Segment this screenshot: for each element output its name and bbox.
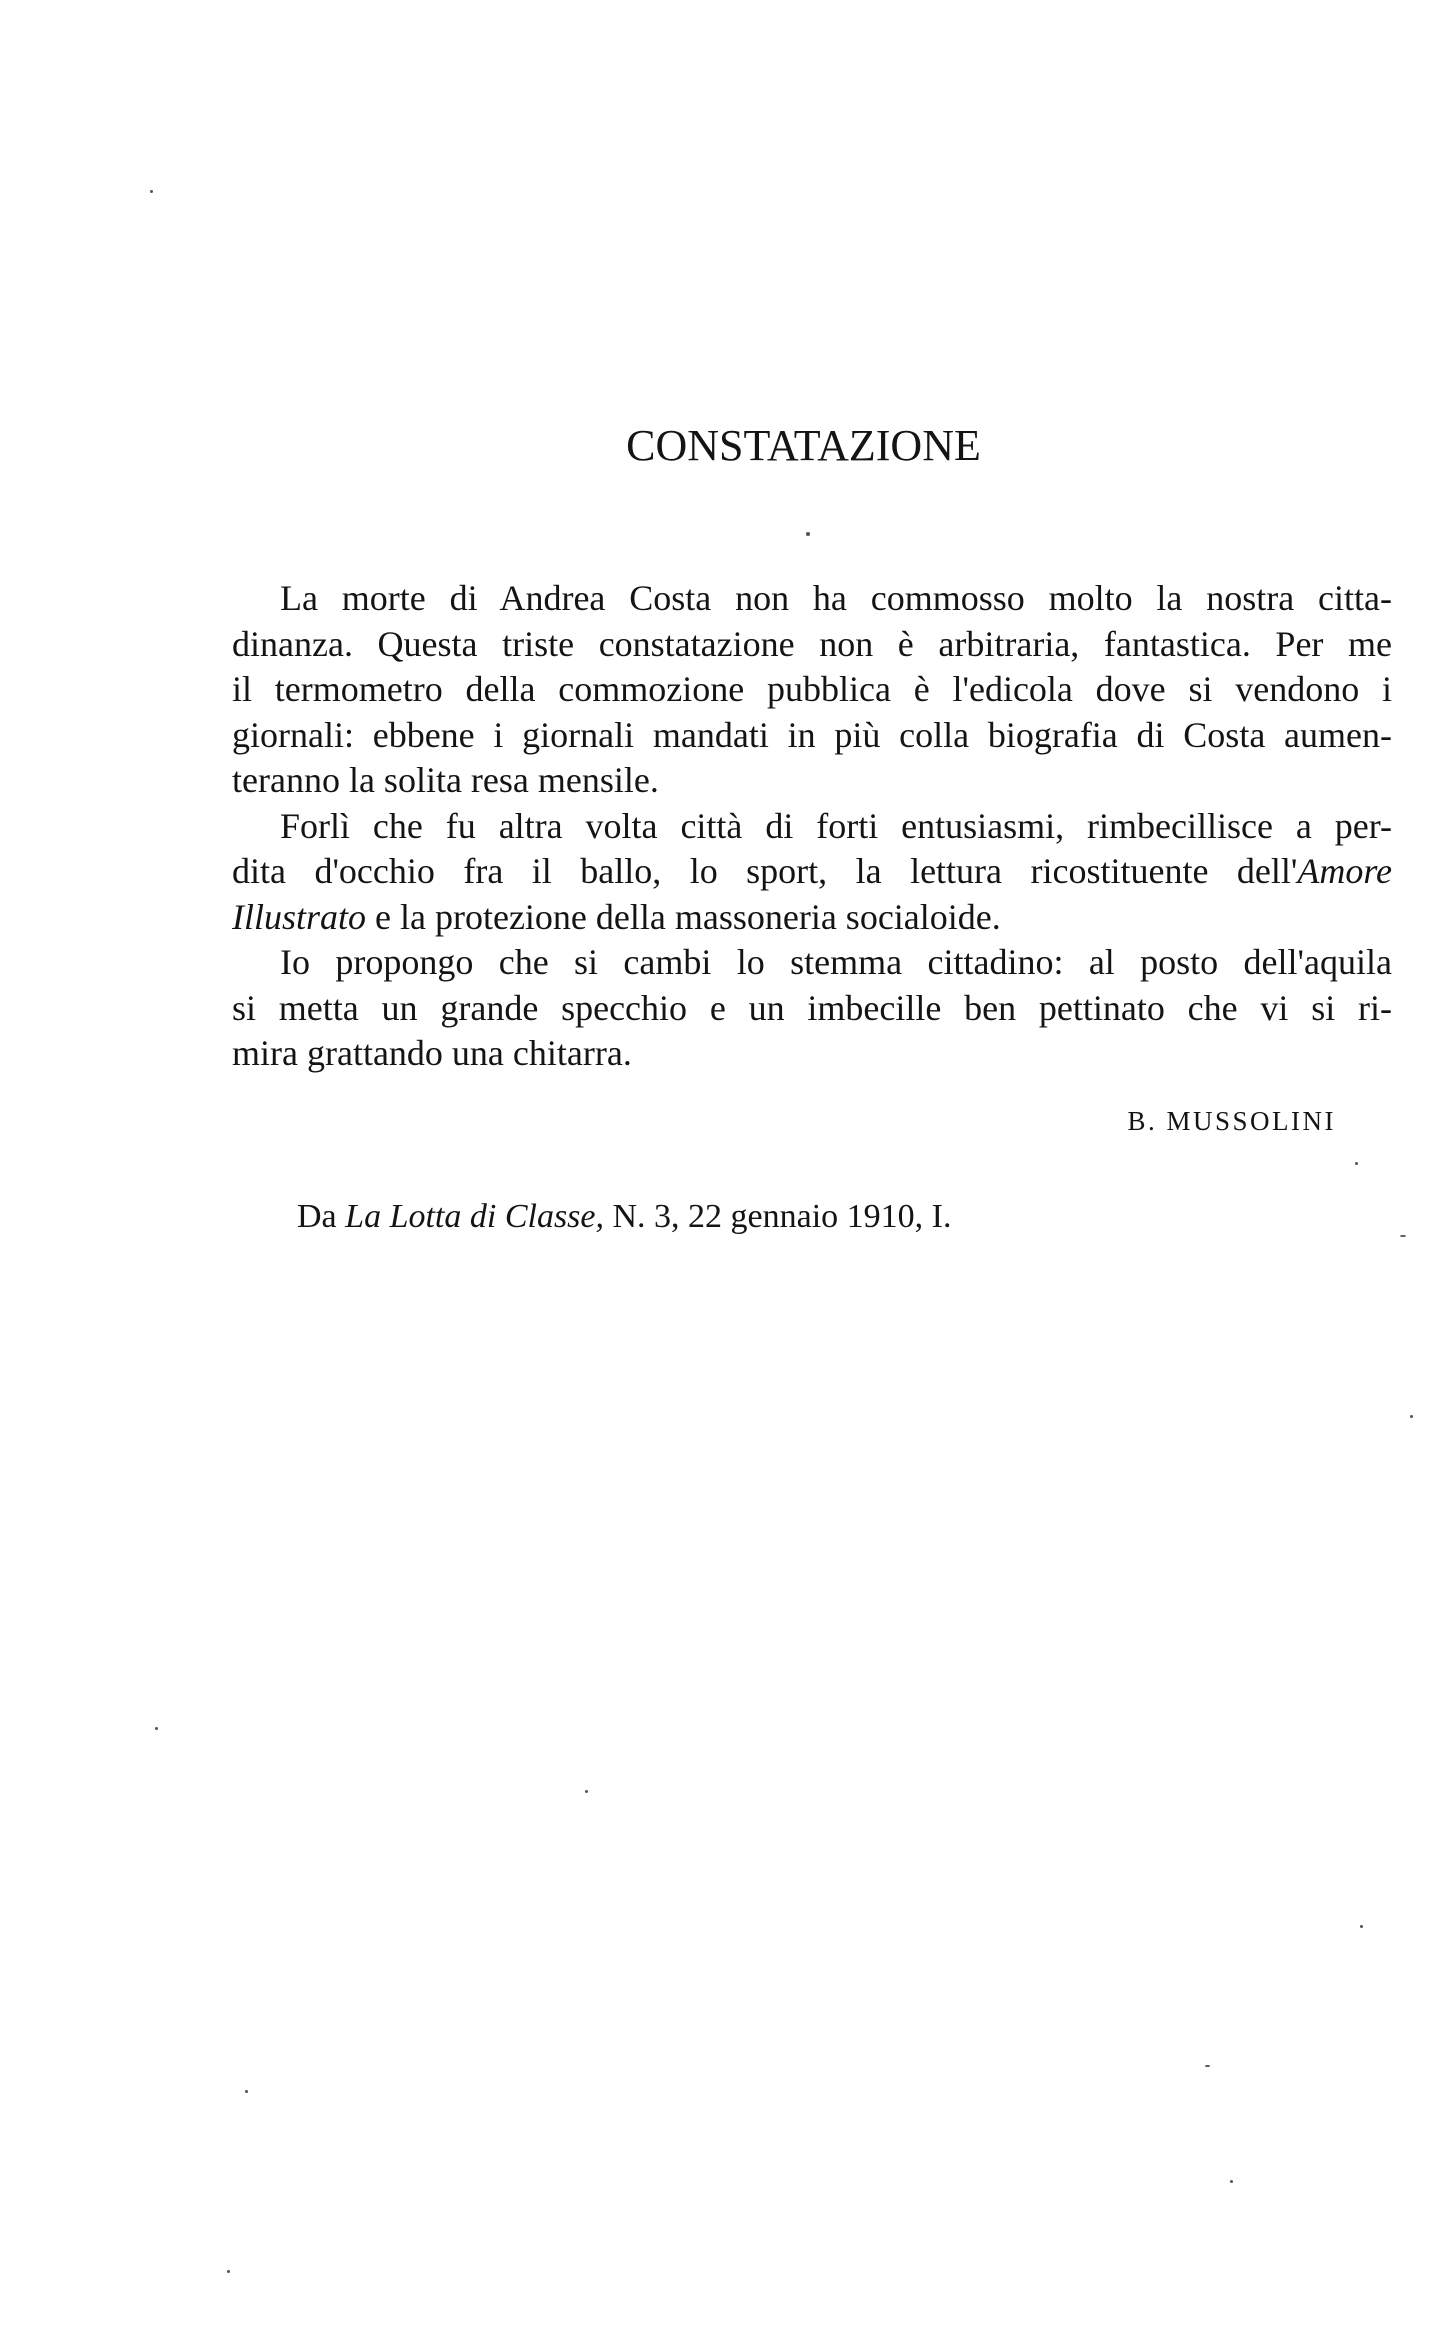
author-signature: B. MUSSOLINI (1127, 1106, 1336, 1136)
text-line: giornali: ebbene i giornali mandati in più colla biografia di Costa aumen- (232, 714, 1392, 755)
scan-speck (227, 2270, 230, 2273)
article-body (232, 576, 1392, 1077)
paragraph-1 (232, 576, 1392, 804)
scan-speck (1230, 2180, 1233, 2183)
italic-title-segment: Illustrato (232, 896, 367, 937)
text-line: mira grattando una chitarra. (232, 1033, 632, 1073)
scan-speck (155, 1727, 158, 1730)
text-line: si metta un grande specchio e un imbecille ben pettinato che vi si ri- (232, 987, 1392, 1028)
scan-speck (1205, 2065, 1210, 2067)
text-line (232, 849, 1392, 895)
text-line: Forlì che fu altra volta città di forti entusiasmi, rimbecillisce a per- (280, 805, 1392, 846)
page-title: CONSTATAZIONE (626, 421, 981, 470)
text-line: il termometro della commozione pubblica è l'edicola dove si vendono i (232, 669, 1392, 709)
text-line: teranno la solita resa mensile. (232, 760, 659, 800)
scan-speck (1400, 1235, 1406, 1237)
scan-speck (1355, 1162, 1358, 1165)
source-details: N. 3, 22 gennaio 1910, I. (612, 1198, 952, 1235)
paragraph-3 (232, 940, 1392, 1077)
scan-speck (245, 2090, 248, 2093)
italic-title-segment: Amore (1297, 851, 1392, 891)
source-publication: La Lotta di Classe, (345, 1198, 604, 1235)
text-line: La morte di Andrea Costa non ha commosso molto la nostra citta- (280, 578, 1392, 618)
text-segment: dita d'occhio fra il ballo, lo sport, la lettura ricostituente dell' (232, 851, 1298, 891)
scan-speck (150, 190, 153, 193)
source-citation (297, 1198, 952, 1236)
source-prefix: Da (297, 1198, 337, 1235)
paragraph-2 (232, 804, 1392, 941)
scan-speck (1410, 1415, 1413, 1418)
text-segment: e la protezione della massoneria socialoide. (375, 896, 1001, 937)
text-line: dinanza. Questa triste constatazione non è arbitraria, fantastica. Per me (232, 623, 1392, 664)
scan-speck (1360, 1925, 1363, 1928)
text-line (232, 895, 1392, 941)
scan-speck (806, 532, 810, 536)
text-line: Io propongo che si cambi lo stemma cittadino: al posto dell'aquila (280, 942, 1392, 982)
scan-speck (585, 1790, 588, 1793)
